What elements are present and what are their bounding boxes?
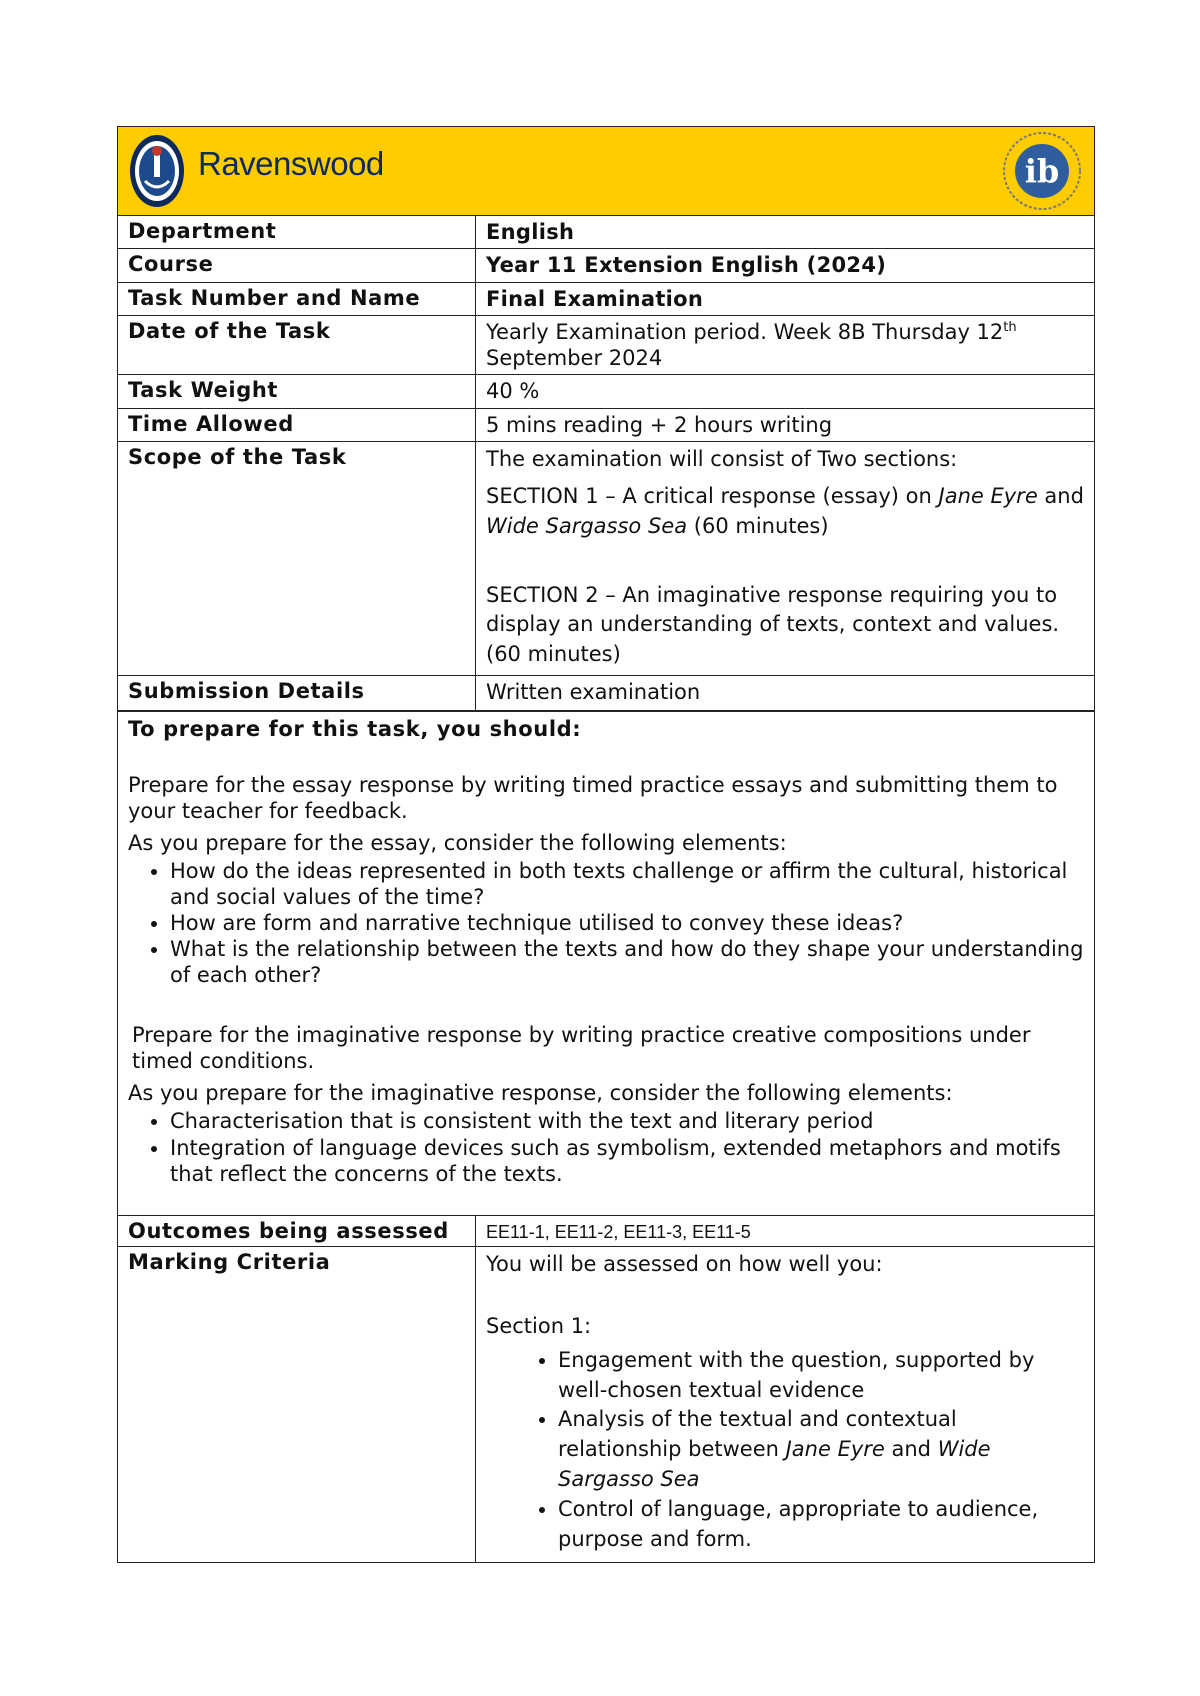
outcomes-row: [118, 1216, 1094, 1248]
scope-s1-title-2: Wide Sargasso Sea: [486, 513, 688, 538]
imaginative-point: • Characterisation that is consistent with the text and literary period: [170, 1108, 1084, 1134]
marking-value: [476, 1247, 1094, 1562]
marking-criterion: • Control of language, appropriate to audience, purpose and form.: [558, 1495, 1084, 1555]
imaginative-consider: As you prepare for the imaginative response, consider the following elements:: [128, 1081, 953, 1106]
department-value: English: [486, 220, 575, 244]
time-value: 5 mins reading + 2 hours writing: [486, 412, 833, 437]
submission-row: [118, 676, 1094, 712]
essay-consider: As you prepare for the essay, consider the following elements:: [128, 831, 787, 856]
date-label: Date of the Task: [118, 316, 476, 375]
scope-s1-title-1: Jane Eyre: [938, 484, 1038, 509]
course-label: Course: [118, 249, 476, 281]
essay-point: • What is the relationship between the texts and how do they shape your understanding of each other?: [170, 936, 1084, 988]
weight-label: Task Weight: [118, 375, 476, 407]
imaginative-point: • Integration of language devices such as symbolism, extended metaphors and motifs that reflect the concerns of the texts.: [170, 1135, 1084, 1187]
submission-value: Written examination: [486, 680, 701, 705]
department-label: Department: [118, 216, 476, 248]
marking-criterion: • Engagement with the question, supported by well-chosen textual evidence: [558, 1346, 1084, 1406]
scope-s1-and: and: [1037, 484, 1084, 509]
course-value: Year 11 Extension English (2024): [486, 253, 887, 278]
scope-value: [476, 442, 1094, 675]
essay-points-list: [128, 858, 1084, 988]
date-row: [118, 316, 1094, 376]
marking-row: [118, 1247, 1094, 1562]
scope-section-2: SECTION 2 – An imaginative response requiring you to display an understanding of texts, context and values. (60 minutes): [486, 582, 1060, 666]
date-value-main: Yearly Examination period. Week 8B Thursday 12: [486, 319, 1004, 344]
date-ordinal: th: [1003, 319, 1017, 335]
marking-section-heading: Section 1:: [486, 1313, 592, 1338]
task-name-row: [118, 283, 1094, 316]
essay-intro: Prepare for the essay response by writing timed practice essays and submitting them to your teacher for feedback.: [128, 773, 1058, 824]
course-row: [118, 249, 1094, 282]
scope-s1-text: SECTION 1 – A critical response (essay) on: [486, 484, 939, 509]
time-row: [118, 409, 1094, 442]
weight-row: [118, 375, 1094, 408]
date-value: [476, 316, 1094, 375]
weight-value: 40 %: [486, 379, 540, 404]
ib-logo-icon: [1000, 131, 1084, 211]
svg-text:ib: ib: [1024, 152, 1060, 190]
scope-label: Scope of the Task: [118, 442, 476, 675]
header-banner: [118, 127, 1094, 216]
school-name: Ravenswood: [198, 145, 384, 182]
marking-criteria-list: [486, 1346, 1084, 1555]
prepare-section: [118, 712, 1094, 1215]
task-sheet: [117, 126, 1095, 1563]
outcomes-label: Outcomes being assessed: [118, 1216, 476, 1247]
scope-s1-time: (60 minutes): [687, 513, 829, 538]
outcomes-value: EE11-1, EE11-2, EE11-3, EE11-5: [486, 1221, 751, 1242]
department-row: [118, 216, 1094, 249]
imaginative-points-list: [128, 1108, 1084, 1186]
essay-point: • How do the ideas represented in both texts challenge or affirm the cultural, historical and social values of the time?: [170, 858, 1084, 910]
marking-label: Marking Criteria: [118, 1247, 476, 1562]
date-value-month: September 2024: [486, 346, 663, 370]
school-crest-icon: [128, 133, 186, 209]
marking-intro: You will be assessed on how well you:: [486, 1252, 883, 1277]
time-label: Time Allowed: [118, 409, 476, 441]
criterion-and: and: [884, 1437, 938, 1462]
essay-point: • How are form and narrative technique utilised to convey these ideas?: [170, 910, 1084, 936]
criterion-text: Analysis of the textual and contextual relationship between: [558, 1407, 957, 1462]
prepare-title: To prepare for this task, you should:: [128, 717, 582, 742]
imaginative-intro: Prepare for the imaginative response by writing practice creative compositions under timed conditions.: [132, 1023, 1031, 1074]
scope-row: [118, 442, 1094, 676]
submission-label: Submission Details: [118, 676, 476, 710]
scope-intro: The examination will consist of Two sections:: [486, 446, 958, 471]
marking-criterion: [558, 1405, 1084, 1494]
task-name-label: Task Number and Name: [118, 283, 476, 315]
scope-section-1: [486, 482, 1084, 541]
criterion-title-2: Wide Sargasso Sea: [558, 1437, 991, 1491]
criterion-title-1: Jane Eyre: [785, 1437, 885, 1462]
task-name-value: Final Examination: [486, 286, 704, 311]
